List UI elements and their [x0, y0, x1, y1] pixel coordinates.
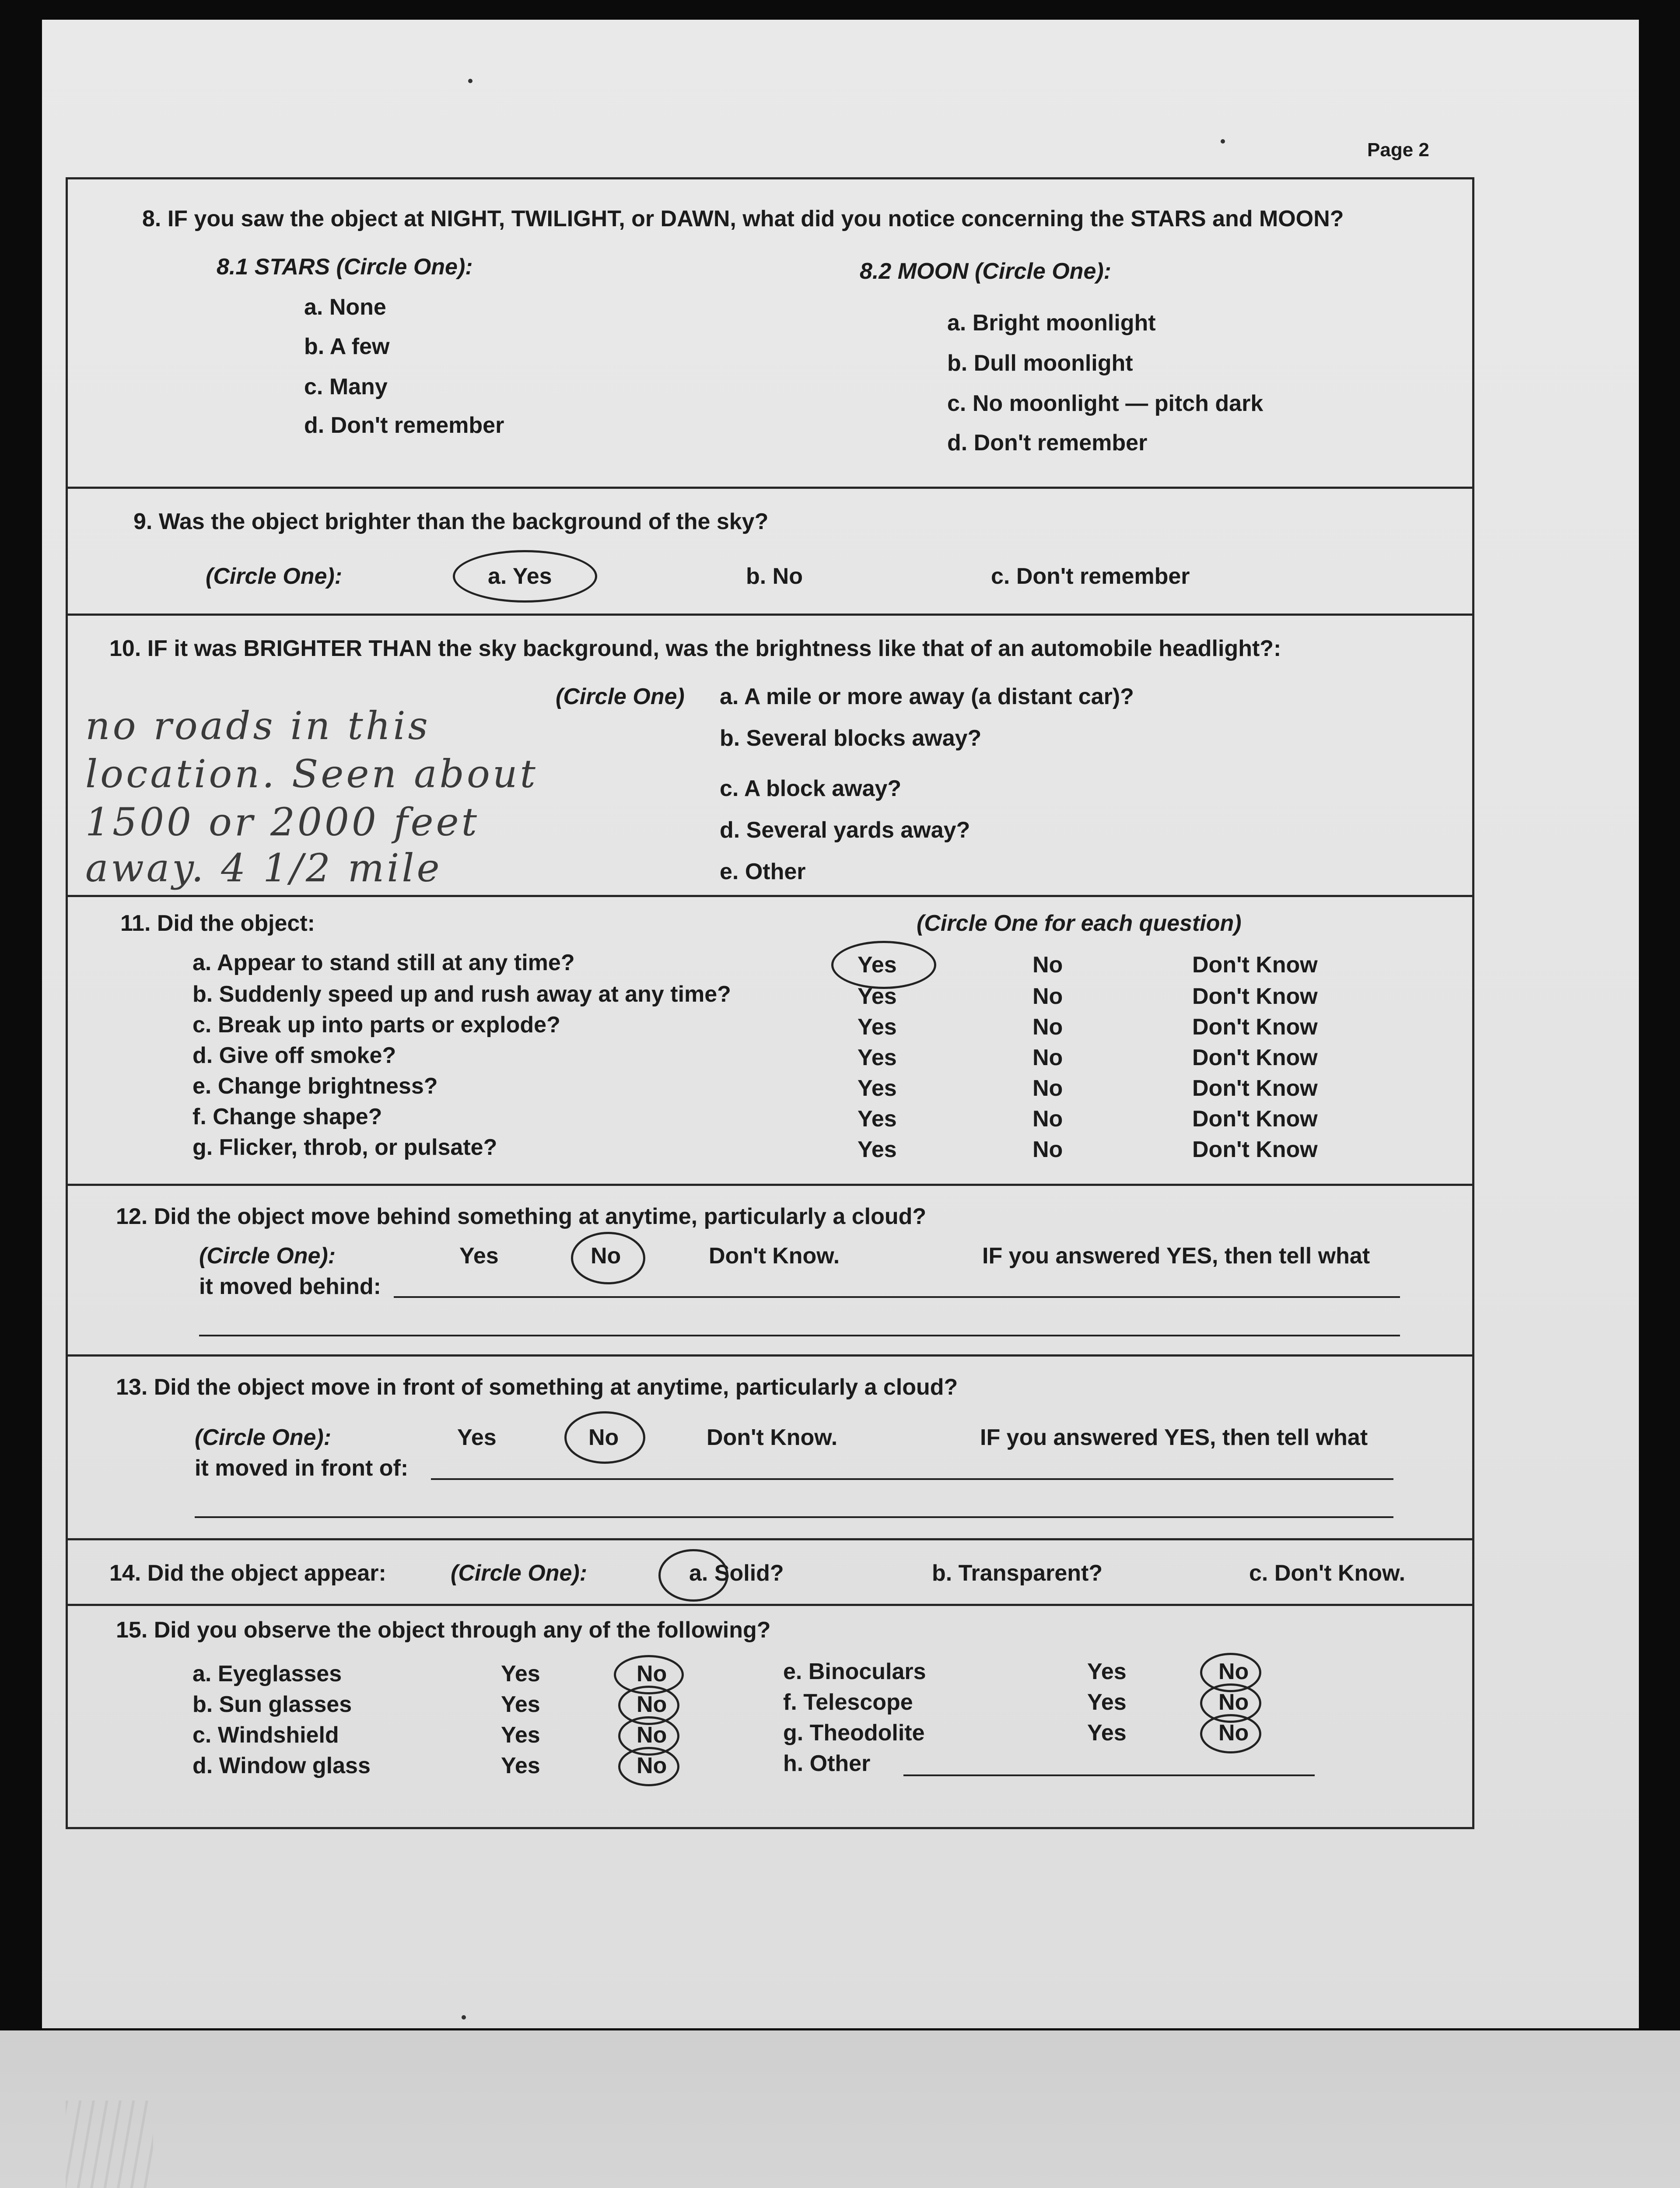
page-number: Page 2 — [1367, 139, 1429, 161]
question-13-if-yes-text: IF you answered YES, then tell what — [980, 1425, 1368, 1450]
handwritten-note-line-1: no roads in this — [85, 703, 430, 748]
answer-circle-yes — [453, 550, 597, 603]
question-11-row-e-no[interactable]: No — [1032, 1076, 1063, 1101]
question-11-row-d-no[interactable]: No — [1032, 1045, 1063, 1070]
question-11-row-b-dont-know[interactable]: Don't Know — [1192, 984, 1318, 1009]
speck — [468, 79, 472, 83]
question-11-row-f-no[interactable]: No — [1032, 1106, 1063, 1132]
stars-option-c[interactable]: c. Many — [304, 374, 388, 400]
question-10-option-a[interactable]: a. A mile or more away (a distant car)? — [720, 684, 1134, 709]
question-11-row-b-no[interactable]: No — [1032, 984, 1063, 1009]
question-10-circle-label: (Circle One) — [556, 684, 685, 709]
handwritten-note-line-4: away. 4 1/2 mile — [85, 845, 442, 891]
question-15-a-yes[interactable]: Yes — [501, 1661, 540, 1687]
question-15-c-yes[interactable]: Yes — [501, 1722, 540, 1748]
question-11-row-d-dont-know[interactable]: Don't Know — [1192, 1045, 1318, 1070]
question-11-row-a-dont-know[interactable]: Don't Know — [1192, 952, 1318, 978]
question-11-row-d-label: d. Give off smoke? — [192, 1043, 396, 1068]
question-13-text: 13. Did the object move in front of something at anytime, particularly a cloud? — [116, 1375, 958, 1400]
question-11-row-a-no[interactable]: No — [1032, 952, 1063, 978]
faint-marks — [66, 2100, 153, 2188]
speck — [1221, 139, 1225, 144]
question-11-text: 11. Did the object: — [120, 911, 315, 936]
question-15-section — [68, 1606, 1472, 1831]
answer-circle-no — [571, 1232, 645, 1284]
question-14-text: 14. Did the object appear: — [109, 1560, 386, 1586]
question-14-option-a[interactable]: a. Solid? — [689, 1560, 784, 1586]
question-13-no[interactable]: No — [588, 1425, 619, 1450]
question-13-yes[interactable]: Yes — [457, 1425, 497, 1450]
question-15-g-yes[interactable]: Yes — [1087, 1720, 1127, 1746]
question-11-row-g-dont-know[interactable]: Don't Know — [1192, 1137, 1318, 1162]
question-11-row-c-dont-know[interactable]: Don't Know — [1192, 1014, 1318, 1040]
question-15-b-no[interactable]: No — [637, 1692, 667, 1717]
question-15-f-label: f. Telescope — [783, 1690, 913, 1715]
question-9-option-c[interactable]: c. Don't remember — [991, 564, 1190, 589]
question-8-section — [68, 179, 1472, 489]
question-9-option-a[interactable]: a. Yes — [488, 564, 552, 589]
question-12-moved-behind-label: it moved behind: — [199, 1274, 381, 1299]
question-15-e-label: e. Binoculars — [783, 1659, 926, 1684]
question-11-row-g-label: g. Flicker, throb, or pulsate? — [192, 1135, 497, 1160]
question-11-row-b-yes[interactable]: Yes — [858, 984, 897, 1009]
question-9-circle-label: (Circle One): — [206, 564, 343, 589]
question-15-h-label: h. Other — [783, 1751, 871, 1776]
moved-behind-line-1[interactable] — [394, 1296, 1400, 1298]
moved-in-front-line-1[interactable] — [431, 1478, 1393, 1480]
moved-in-front-line-2[interactable] — [195, 1516, 1393, 1518]
question-12-dont-know[interactable]: Don't Know. — [709, 1243, 840, 1269]
question-15-d-yes[interactable]: Yes — [501, 1753, 540, 1778]
question-15-text: 15. Did you observe the object through any of the following? — [116, 1617, 771, 1643]
question-13-section — [68, 1357, 1472, 1540]
question-12-text: 12. Did the object move behind something at anytime, particularly a cloud? — [116, 1204, 927, 1229]
handwritten-note-line-3: 1500 or 2000 feet — [85, 799, 480, 845]
question-10-option-d[interactable]: d. Several yards away? — [720, 817, 970, 843]
question-11-row-g-no[interactable]: No — [1032, 1137, 1063, 1162]
moved-behind-line-2[interactable] — [199, 1335, 1400, 1336]
lower-backing-sheet — [0, 2030, 1680, 2188]
question-10-section — [68, 616, 1472, 897]
question-11-row-c-no[interactable]: No — [1032, 1014, 1063, 1040]
question-11-row-f-yes[interactable]: Yes — [858, 1106, 897, 1132]
question-14-circle-label: (Circle One): — [451, 1560, 588, 1586]
question-10-text: 10. IF it was BRIGHTER THAN the sky background, was the brightness like that of an automobile headlight?: — [109, 636, 1281, 661]
stars-option-b[interactable]: b. A few — [304, 334, 390, 359]
question-9-option-b[interactable]: b. No — [746, 564, 803, 589]
question-15-e-no[interactable]: No — [1218, 1659, 1249, 1684]
question-9-text: 9. Was the object brighter than the background of the sky? — [133, 509, 769, 534]
question-11-circle-label: (Circle One for each question) — [917, 911, 1242, 936]
question-15-a-label: a. Eyeglasses — [192, 1661, 342, 1687]
question-13-circle-label: (Circle One): — [195, 1425, 332, 1450]
answer-circle-yes — [831, 941, 936, 989]
question-10-option-c[interactable]: c. A block away? — [720, 776, 902, 801]
question-11-row-g-yes[interactable]: Yes — [858, 1137, 897, 1162]
question-14-option-b[interactable]: b. Transparent? — [932, 1560, 1103, 1586]
question-15-d-no[interactable]: No — [637, 1753, 667, 1778]
answer-circle-no — [564, 1411, 645, 1464]
moon-option-b[interactable]: b. Dull moonlight — [947, 351, 1133, 376]
stars-heading: 8.1 STARS (Circle One): — [217, 254, 473, 280]
question-10-option-b[interactable]: b. Several blocks away? — [720, 726, 982, 751]
question-15-a-no[interactable]: No — [637, 1661, 667, 1687]
question-11-row-e-label: e. Change brightness? — [192, 1073, 438, 1099]
stars-option-d[interactable]: d. Don't remember — [304, 413, 504, 438]
question-13-dont-know[interactable]: Don't Know. — [707, 1425, 838, 1450]
question-15-b-yes[interactable]: Yes — [501, 1692, 540, 1717]
question-12-no[interactable]: No — [591, 1243, 621, 1269]
question-15-g-label: g. Theodolite — [783, 1720, 925, 1746]
question-11-row-a-label: a. Appear to stand still at any time? — [192, 950, 575, 975]
question-9-section — [68, 489, 1472, 616]
question-15-f-yes[interactable]: Yes — [1087, 1690, 1127, 1715]
question-14-section — [68, 1540, 1472, 1606]
question-11-row-d-yes[interactable]: Yes — [858, 1045, 897, 1070]
moon-option-c[interactable]: c. No moonlight — pitch dark — [947, 391, 1264, 416]
question-12-if-yes-text: IF you answered YES, then tell what — [982, 1243, 1370, 1269]
question-10-option-e[interactable]: e. Other — [720, 859, 806, 884]
stars-option-a[interactable]: a. None — [304, 295, 386, 320]
question-15-e-yes[interactable]: Yes — [1087, 1659, 1127, 1684]
question-11-section — [68, 897, 1472, 1186]
handwritten-note-line-2: location. Seen about — [85, 751, 538, 796]
question-11-row-c-label: c. Break up into parts or explode? — [192, 1012, 560, 1038]
question-15-c-label: c. Windshield — [192, 1722, 339, 1748]
answer-circle-no — [1200, 1714, 1261, 1753]
moon-option-a[interactable]: a. Bright moonlight — [947, 310, 1156, 336]
question-15-g-no[interactable]: No — [1218, 1720, 1249, 1746]
question-11-row-f-label: f. Change shape? — [192, 1104, 382, 1129]
question-15-b-label: b. Sun glasses — [192, 1692, 352, 1717]
questionnaire-form — [66, 177, 1474, 1829]
question-13-moved-in-front-label: it moved in front of: — [195, 1455, 409, 1481]
question-12-yes[interactable]: Yes — [459, 1243, 499, 1269]
question-11-row-f-dont-know[interactable]: Don't Know — [1192, 1106, 1318, 1132]
question-14-option-c[interactable]: c. Don't Know. — [1249, 1560, 1406, 1586]
question-11-row-b-label: b. Suddenly speed up and rush away at any time? — [192, 982, 731, 1007]
speck — [462, 2015, 466, 2020]
question-11-row-e-dont-know[interactable]: Don't Know — [1192, 1076, 1318, 1101]
question-11-row-e-yes[interactable]: Yes — [858, 1076, 897, 1101]
other-answer-line[interactable] — [903, 1774, 1315, 1776]
question-12-circle-label: (Circle One): — [199, 1243, 336, 1269]
question-15-c-no[interactable]: No — [637, 1722, 667, 1748]
question-8-text: 8. IF you saw the object at NIGHT, TWILIGHT, or DAWN, what did you notice concerning the STARS and MOON? — [142, 206, 1344, 231]
question-15-d-label: d. Window glass — [192, 1753, 371, 1778]
question-11-row-a-yes[interactable]: Yes — [858, 952, 897, 978]
answer-circle-no — [618, 1747, 679, 1786]
question-12-section — [68, 1186, 1472, 1357]
moon-heading: 8.2 MOON (Circle One): — [860, 259, 1111, 284]
moon-option-d[interactable]: d. Don't remember — [947, 430, 1148, 456]
answer-circle-solid — [658, 1549, 728, 1602]
question-11-row-c-yes[interactable]: Yes — [858, 1014, 897, 1040]
question-15-f-no[interactable]: No — [1218, 1690, 1249, 1715]
